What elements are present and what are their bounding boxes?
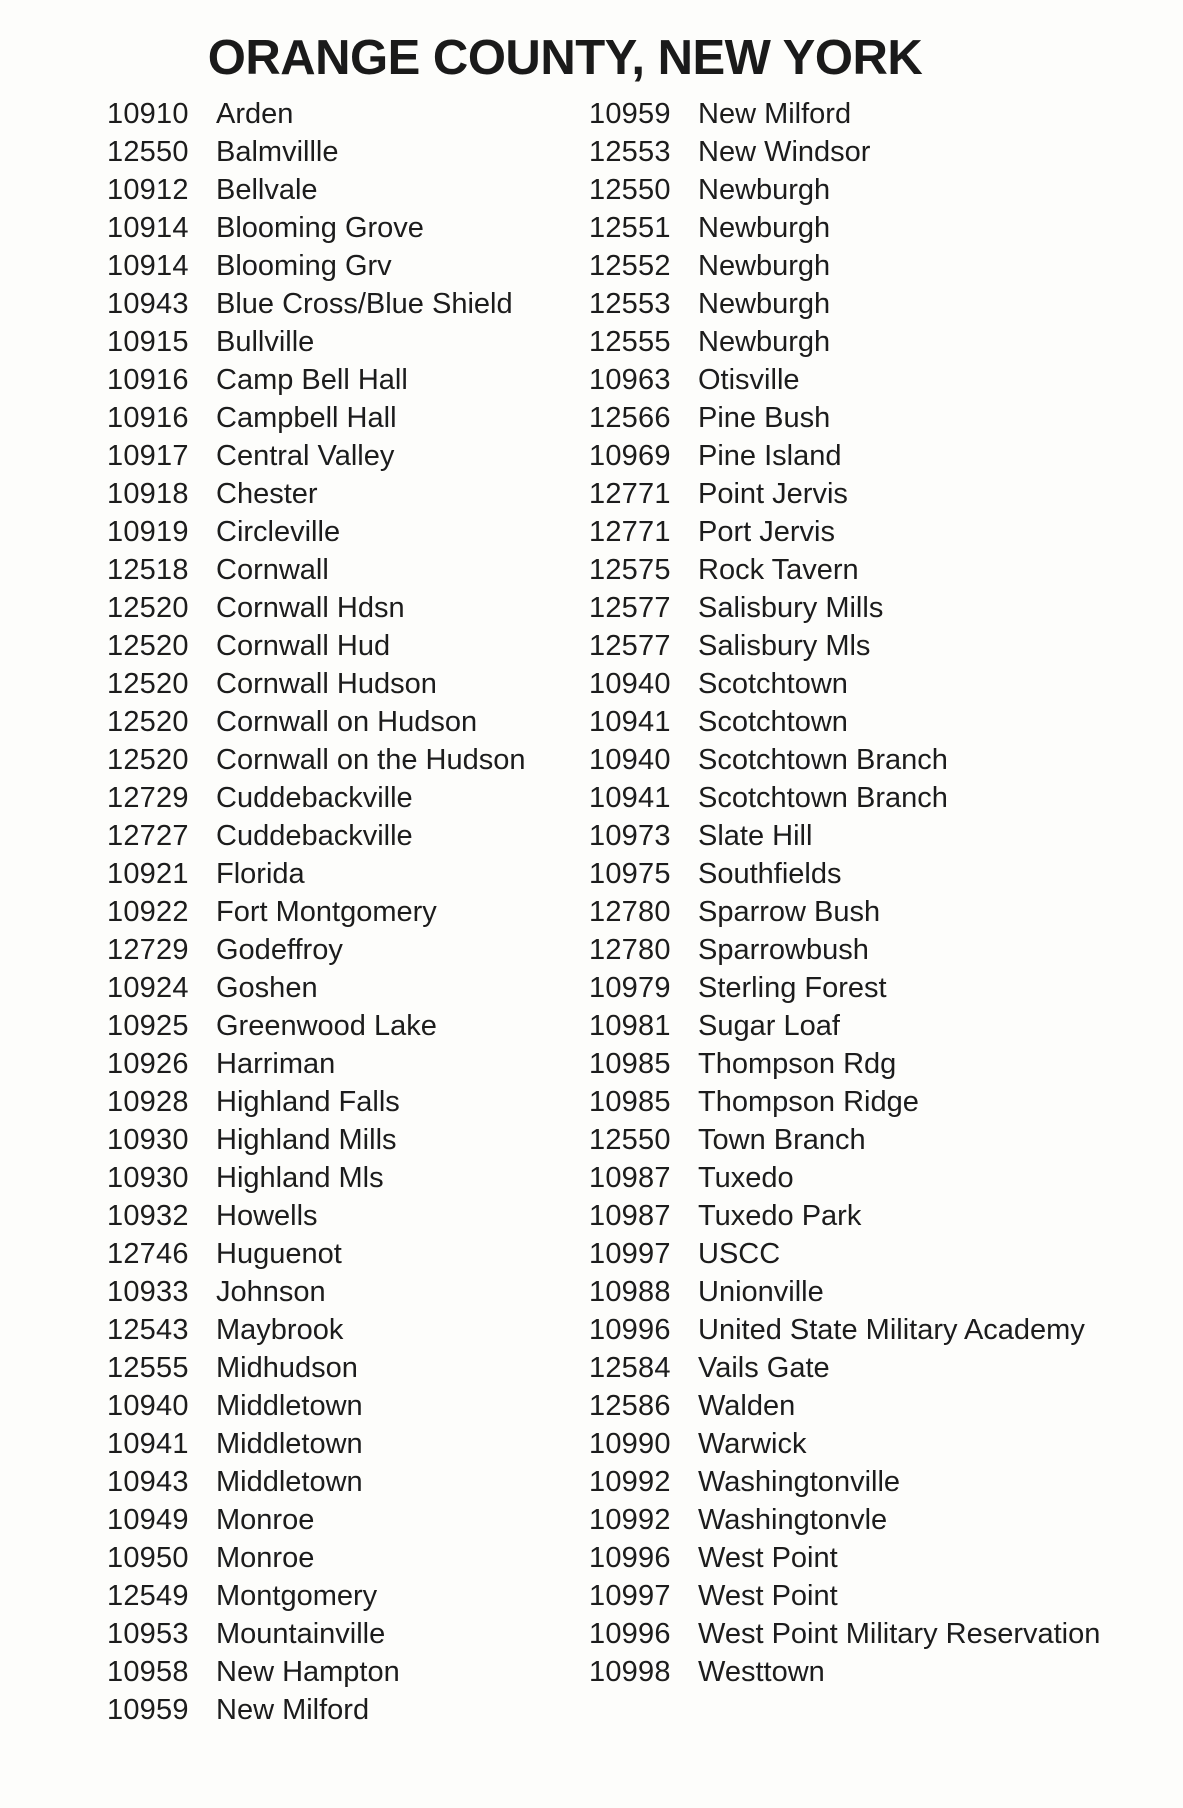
zip-entry <box>589 741 1100 779</box>
zip-code: 12771 <box>589 515 671 548</box>
zip-entry <box>107 323 526 361</box>
place-name: Tuxedo <box>698 1161 794 1194</box>
zip-code: 10992 <box>589 1465 671 1498</box>
zip-entry <box>589 1425 1100 1463</box>
zip-entry <box>107 1425 526 1463</box>
zip-code: 12550 <box>107 135 189 168</box>
zip-entry <box>589 1007 1100 1045</box>
place-name: Monroe <box>216 1503 315 1536</box>
zip-code: 12520 <box>107 629 189 662</box>
place-name: Middletown <box>216 1465 363 1498</box>
zip-entry <box>589 1121 1100 1159</box>
zip-entry <box>589 1083 1100 1121</box>
place-name: Harriman <box>216 1047 336 1080</box>
zip-entry <box>107 247 526 285</box>
zip-entry <box>589 1159 1100 1197</box>
zip-code: 10981 <box>589 1009 671 1042</box>
zip-entry <box>589 1387 1100 1425</box>
place-name: Johnson <box>216 1275 326 1308</box>
zip-entry <box>107 589 526 627</box>
zip-code: 10925 <box>107 1009 189 1042</box>
zip-code: 12566 <box>589 401 671 434</box>
zip-entry <box>107 1615 526 1653</box>
zip-code: 10985 <box>589 1047 671 1080</box>
zip-entry <box>107 855 526 893</box>
zip-code: 12780 <box>589 933 671 966</box>
zip-entry <box>589 1235 1100 1273</box>
zip-code: 12771 <box>589 477 671 510</box>
zip-code: 12555 <box>589 325 671 358</box>
zip-entry <box>107 893 526 931</box>
place-name: Westtown <box>698 1655 825 1688</box>
zip-code: 10921 <box>107 857 189 890</box>
place-name: Godeffroy <box>216 933 343 966</box>
zip-entry <box>107 1007 526 1045</box>
zip-code: 12586 <box>589 1389 671 1422</box>
place-name: Washingtonville <box>698 1465 901 1498</box>
zip-entry <box>589 323 1100 361</box>
zip-code: 10941 <box>589 781 671 814</box>
zip-code: 12550 <box>589 173 671 206</box>
zip-code: 10959 <box>589 97 671 130</box>
zip-entry <box>107 95 526 133</box>
place-name: Bellvale <box>216 173 318 206</box>
zip-entry <box>589 1653 1100 1691</box>
place-name: Highland Falls <box>216 1085 400 1118</box>
place-name: Scotchtown <box>698 667 848 700</box>
zip-entry <box>107 1691 526 1729</box>
zip-entry <box>107 1235 526 1273</box>
zip-code: 12780 <box>589 895 671 928</box>
zip-code: 12520 <box>107 705 189 738</box>
zip-code: 10926 <box>107 1047 189 1080</box>
zip-code: 12729 <box>107 781 189 814</box>
zip-entry <box>107 475 526 513</box>
place-name: Southfields <box>698 857 842 890</box>
zip-entry <box>107 551 526 589</box>
zip-code: 10930 <box>107 1123 189 1156</box>
zip-code: 10930 <box>107 1161 189 1194</box>
place-name: New Hampton <box>216 1655 400 1688</box>
zip-entry <box>107 1159 526 1197</box>
zip-code: 10979 <box>589 971 671 1004</box>
zip-entry <box>107 1083 526 1121</box>
zip-entry <box>107 1501 526 1539</box>
place-name: New Milford <box>698 97 852 130</box>
place-name: Middletown <box>216 1389 363 1422</box>
place-name: Circleville <box>216 515 341 548</box>
zip-code: 12520 <box>107 667 189 700</box>
place-name: New Milford <box>216 1693 370 1726</box>
place-name: Sugar Loaf <box>698 1009 840 1042</box>
place-name: Scotchtown Branch <box>698 743 948 776</box>
zip-entry <box>589 1197 1100 1235</box>
zip-entry <box>589 209 1100 247</box>
zip-entry <box>589 475 1100 513</box>
zip-code: 10990 <box>589 1427 671 1460</box>
zip-code: 12550 <box>589 1123 671 1156</box>
place-name: Salisbury Mills <box>698 591 884 624</box>
place-name: Otisville <box>698 363 800 396</box>
place-name: Scotchtown <box>698 705 848 738</box>
zip-entry <box>107 171 526 209</box>
place-name: Thompson Ridge <box>698 1085 919 1118</box>
zip-entry <box>589 133 1100 171</box>
zip-entry <box>589 95 1100 133</box>
place-name: Cornwall on Hudson <box>216 705 478 738</box>
zip-code: 10916 <box>107 401 189 434</box>
zip-code: 12727 <box>107 819 189 852</box>
zip-code: 10997 <box>589 1579 671 1612</box>
place-name: Arden <box>216 97 294 130</box>
zip-code: 12551 <box>589 211 671 244</box>
place-name: USCC <box>698 1237 781 1270</box>
zip-entry <box>107 1311 526 1349</box>
zip-code: 12543 <box>107 1313 189 1346</box>
zip-code: 10918 <box>107 477 189 510</box>
zip-entry <box>107 703 526 741</box>
zip-entry <box>107 779 526 817</box>
zip-code: 10997 <box>589 1237 671 1270</box>
place-name: Washingtonvle <box>698 1503 888 1536</box>
zip-code: 10949 <box>107 1503 189 1536</box>
zip-entry <box>107 1463 526 1501</box>
zip-entry <box>107 1387 526 1425</box>
zip-entry <box>107 1121 526 1159</box>
zip-code: 10969 <box>589 439 671 472</box>
place-name: Vails Gate <box>698 1351 830 1384</box>
place-name: Bullville <box>216 325 315 358</box>
place-name: Howells <box>216 1199 318 1232</box>
zip-entry <box>107 209 526 247</box>
zip-entry <box>589 1045 1100 1083</box>
place-name: Goshen <box>216 971 318 1004</box>
zip-code: 10924 <box>107 971 189 1004</box>
place-name: Newburgh <box>698 249 831 282</box>
place-name: Montgomery <box>216 1579 378 1612</box>
zip-code: 12553 <box>589 135 671 168</box>
zip-entry <box>107 1539 526 1577</box>
zip-entry <box>589 817 1100 855</box>
zip-code: 10922 <box>107 895 189 928</box>
zip-entry <box>589 1311 1100 1349</box>
place-name: Cuddebackville <box>216 781 413 814</box>
zip-entry <box>589 1349 1100 1387</box>
zip-entry <box>589 551 1100 589</box>
place-name: Highland Mills <box>216 1123 397 1156</box>
zip-code: 10916 <box>107 363 189 396</box>
place-name: Port Jervis <box>698 515 835 548</box>
zip-code: 10950 <box>107 1541 189 1574</box>
place-name: Blue Cross/Blue Shield <box>216 287 513 320</box>
zip-entry <box>589 1463 1100 1501</box>
place-name: Sparrowbush <box>698 933 869 966</box>
zip-code: 10932 <box>107 1199 189 1232</box>
place-name: Scotchtown Branch <box>698 781 948 814</box>
place-name: Warwick <box>698 1427 807 1460</box>
zip-code: 10933 <box>107 1275 189 1308</box>
zip-code: 10943 <box>107 1465 189 1498</box>
place-name: Blooming Grv <box>216 249 392 282</box>
zip-code: 10987 <box>589 1199 671 1232</box>
zip-code: 10996 <box>589 1313 671 1346</box>
zip-code: 10987 <box>589 1161 671 1194</box>
place-name: Sparrow Bush <box>698 895 881 928</box>
place-name: Monroe <box>216 1541 315 1574</box>
place-name: Thompson Rdg <box>698 1047 897 1080</box>
place-name: Central Valley <box>216 439 395 472</box>
zip-entry <box>589 171 1100 209</box>
zip-entry <box>107 817 526 855</box>
place-name: Cornwall Hudson <box>216 667 437 700</box>
zip-code: 10914 <box>107 211 189 244</box>
place-name: United State Military Academy <box>698 1313 1085 1346</box>
zip-entry <box>589 247 1100 285</box>
place-name: Town Branch <box>698 1123 866 1156</box>
zip-entry <box>589 893 1100 931</box>
place-name: Pine Bush <box>698 401 831 434</box>
zip-code: 10940 <box>589 667 671 700</box>
zip-entry <box>107 1349 526 1387</box>
place-name: Point Jervis <box>698 477 848 510</box>
zip-entry <box>589 437 1100 475</box>
place-name: Maybrook <box>216 1313 344 1346</box>
zip-entry <box>107 285 526 323</box>
place-name: New Windsor <box>698 135 871 168</box>
zip-entry <box>589 665 1100 703</box>
place-name: West Point <box>698 1579 838 1612</box>
zip-entry <box>589 1539 1100 1577</box>
zip-code: 10985 <box>589 1085 671 1118</box>
zip-code: 10998 <box>589 1655 671 1688</box>
place-name: Walden <box>698 1389 796 1422</box>
place-name: Fort Montgomery <box>216 895 437 928</box>
zip-code: 10943 <box>107 287 189 320</box>
zip-entry <box>107 1653 526 1691</box>
zip-list-right-column <box>589 95 1100 1691</box>
zip-list-left-column <box>107 95 526 1729</box>
place-name: Unionville <box>698 1275 824 1308</box>
zip-code: 12729 <box>107 933 189 966</box>
place-name: Newburgh <box>698 325 831 358</box>
zip-entry <box>589 399 1100 437</box>
zip-entry <box>589 931 1100 969</box>
zip-entry <box>107 1045 526 1083</box>
page-title: ORANGE COUNTY, NEW YORK <box>207 31 923 85</box>
zip-code: 10959 <box>107 1693 189 1726</box>
zip-entry <box>589 627 1100 665</box>
zip-code: 10975 <box>589 857 671 890</box>
zip-entry <box>589 703 1100 741</box>
zip-code: 10940 <box>589 743 671 776</box>
place-name: Midhudson <box>216 1351 358 1384</box>
place-name: Huguenot <box>216 1237 342 1270</box>
zip-entry <box>107 513 526 551</box>
zip-entry <box>107 969 526 1007</box>
zip-entry <box>107 1197 526 1235</box>
zip-entry <box>107 1273 526 1311</box>
place-name: Camp Bell Hall <box>216 363 408 396</box>
zip-entry <box>589 589 1100 627</box>
place-name: Campbell Hall <box>216 401 397 434</box>
zip-entry <box>107 665 526 703</box>
zip-code: 12575 <box>589 553 671 586</box>
zip-code: 10973 <box>589 819 671 852</box>
zip-code: 10928 <box>107 1085 189 1118</box>
zip-code: 10914 <box>107 249 189 282</box>
place-name: Greenwood Lake <box>216 1009 437 1042</box>
zip-code: 10919 <box>107 515 189 548</box>
zip-code: 10940 <box>107 1389 189 1422</box>
place-name: Sterling Forest <box>698 971 887 1004</box>
zip-entry <box>107 437 526 475</box>
zip-entry <box>589 1273 1100 1311</box>
zip-code: 12555 <box>107 1351 189 1384</box>
zip-code: 10953 <box>107 1617 189 1650</box>
place-name: West Point Military Reservation <box>698 1617 1101 1650</box>
zip-entry <box>107 399 526 437</box>
zip-code: 12577 <box>589 591 671 624</box>
zip-code: 10992 <box>589 1503 671 1536</box>
place-name: Rock Tavern <box>698 553 859 586</box>
zip-code: 12518 <box>107 553 189 586</box>
place-name: West Point <box>698 1541 838 1574</box>
zip-code: 12520 <box>107 743 189 776</box>
zip-code: 12577 <box>589 629 671 662</box>
place-name: Cornwall Hud <box>216 629 391 662</box>
place-name: Cuddebackville <box>216 819 413 852</box>
zip-entry <box>589 855 1100 893</box>
zip-code: 10917 <box>107 439 189 472</box>
zip-entry <box>589 285 1100 323</box>
place-name: Mountainville <box>216 1617 386 1650</box>
place-name: Middletown <box>216 1427 363 1460</box>
place-name: Cornwall Hdsn <box>216 591 405 624</box>
zip-code: 10958 <box>107 1655 189 1688</box>
zip-code: 10996 <box>589 1541 671 1574</box>
zip-entry <box>107 133 526 171</box>
zip-code: 10912 <box>107 173 189 206</box>
zip-entry <box>107 627 526 665</box>
zip-code: 12552 <box>589 249 671 282</box>
place-name: Newburgh <box>698 211 831 244</box>
zip-entry <box>589 1501 1100 1539</box>
place-name: Balmvillle <box>216 135 339 168</box>
zip-code: 12520 <box>107 591 189 624</box>
place-name: Newburgh <box>698 287 831 320</box>
place-name: Slate Hill <box>698 819 813 852</box>
place-name: Salisbury Mls <box>698 629 871 662</box>
zip-entry <box>107 741 526 779</box>
place-name: Florida <box>216 857 305 890</box>
place-name: Highland Mls <box>216 1161 384 1194</box>
zip-code: 12584 <box>589 1351 671 1384</box>
place-name: Newburgh <box>698 173 831 206</box>
zip-code: 10910 <box>107 97 189 130</box>
zip-entry <box>107 1577 526 1615</box>
zip-code: 10963 <box>589 363 671 396</box>
zip-entry <box>589 779 1100 817</box>
zip-code: 10996 <box>589 1617 671 1650</box>
zip-entry <box>589 1577 1100 1615</box>
zip-entry <box>107 361 526 399</box>
zip-code: 10988 <box>589 1275 671 1308</box>
zip-entry <box>589 513 1100 551</box>
zip-entry <box>589 969 1100 1007</box>
place-name: Tuxedo Park <box>698 1199 862 1232</box>
place-name: Pine Island <box>698 439 842 472</box>
zip-code: 12549 <box>107 1579 189 1612</box>
place-name: Cornwall <box>216 553 329 586</box>
zip-entry <box>107 931 526 969</box>
place-name: Chester <box>216 477 318 510</box>
place-name: Cornwall on the Hudson <box>216 743 526 776</box>
zip-code: 10941 <box>107 1427 189 1460</box>
place-name: Blooming Grove <box>216 211 424 244</box>
zip-code: 12553 <box>589 287 671 320</box>
zip-entry <box>589 361 1100 399</box>
zip-code: 12746 <box>107 1237 189 1270</box>
zip-code: 10915 <box>107 325 189 358</box>
zip-code: 10941 <box>589 705 671 738</box>
zip-entry <box>589 1615 1100 1653</box>
